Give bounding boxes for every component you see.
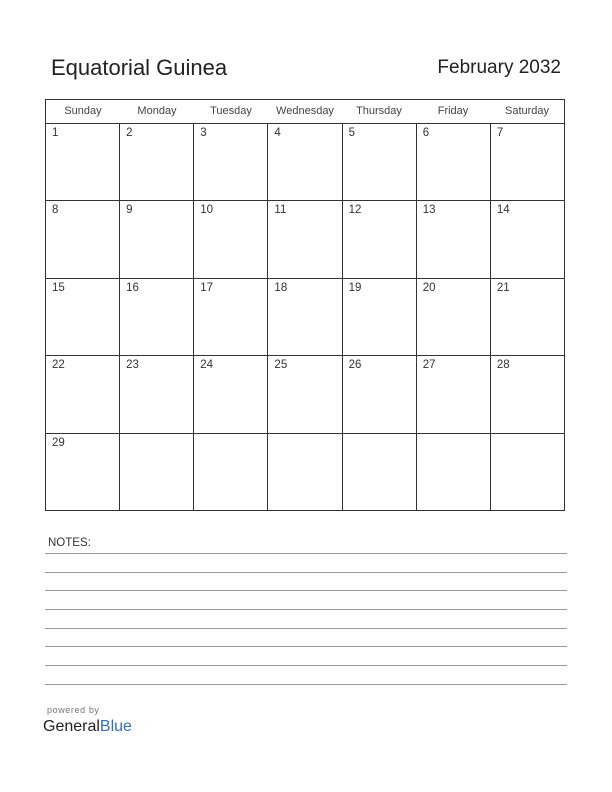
powered-by-label: powered by [47,705,100,715]
day-cell [120,434,194,511]
note-line [45,590,567,591]
day-cell: 27 [417,356,491,432]
day-cell [194,434,268,511]
day-cell: 16 [120,279,194,355]
day-cell: 7 [496,127,504,139]
day-cell: 12 [343,201,417,277]
weekday-thursday: Thursday [356,105,402,117]
day-cell: 9 [120,201,194,277]
day-cell: 15 [46,279,120,355]
note-line [45,628,567,629]
day-cell: 10 [194,201,268,277]
day-cell: 28 [496,359,510,372]
day-cell: 29 [46,434,120,511]
day-cell: 23 [120,356,194,432]
logo-text-blue: Blue [99,718,132,735]
weekday-monday: Monday [137,105,177,117]
weekday-wednesday: Wednesday [276,105,334,117]
weekday-tuesday: Tuesday [210,105,252,117]
weekday-header-row [46,100,564,124]
weekday-sunday: Sunday [64,105,102,117]
day-cell: 3 [194,124,268,200]
day-cell [343,434,417,511]
week-row [46,124,564,201]
note-line [45,684,567,685]
day-cell: 17 [194,279,268,355]
calendar-grid [45,99,565,511]
day-cell: 1 [46,124,120,200]
weekday-friday: Friday [437,105,469,117]
note-line [45,553,567,554]
day-cell: 25 [268,356,342,432]
day-cell: 11 [268,201,342,277]
month-year-label: February 2032 [437,57,561,78]
day-cell: 26 [343,356,417,432]
generalblue-logo[interactable] [43,718,132,736]
day-cell: 5 [343,124,417,200]
week-row [46,356,564,433]
day-cell: 4 [268,124,342,200]
day-cell: 8 [46,201,120,277]
logo-text-general: General [43,718,100,735]
day-cell [417,434,491,511]
note-line [45,646,567,647]
day-cell: 13 [417,201,491,277]
day-cell: 22 [46,356,120,432]
day-cell: 2 [120,124,194,200]
note-line [45,665,567,666]
week-row [46,279,564,356]
day-cell [491,434,564,511]
week-row [46,434,564,511]
day-cell: 18 [268,279,342,355]
day-cell: 6 [417,124,491,200]
note-line [45,572,567,573]
week-row [46,201,564,278]
day-cell: 24 [194,356,268,432]
day-cell: 21 [496,281,510,294]
day-cell: 20 [417,279,491,355]
country-title: Equatorial Guinea [51,55,228,80]
day-cell: 19 [343,279,417,355]
note-line [45,609,567,610]
weekday-saturday: Saturday [504,105,550,117]
notes-label: NOTES: [48,537,91,549]
day-cell: 14 [496,204,510,217]
day-cell [268,434,342,511]
